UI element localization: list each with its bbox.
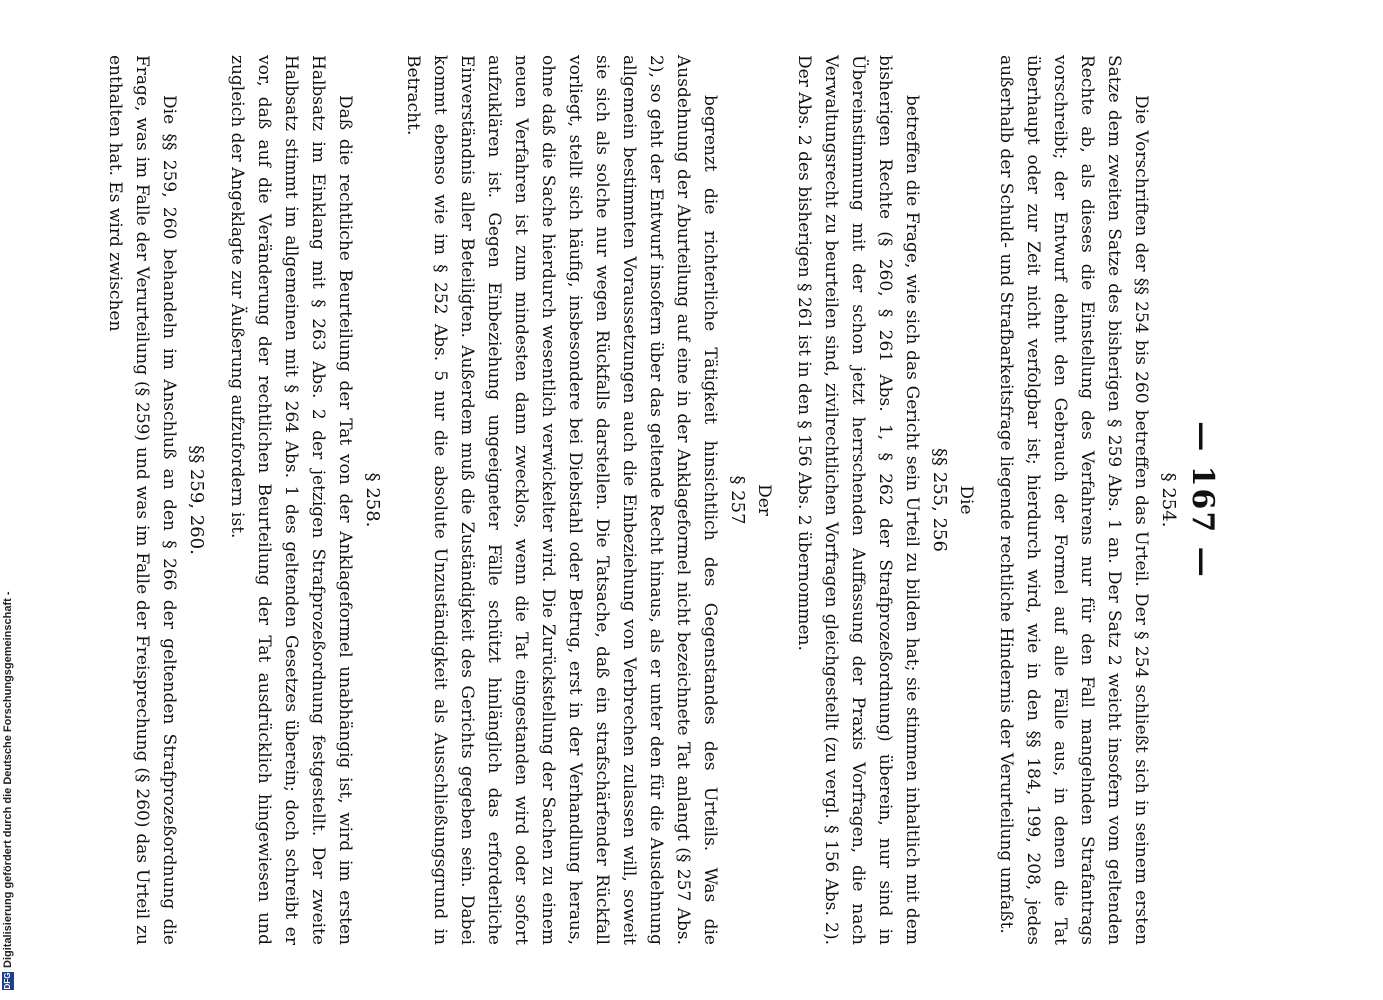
section-heading: § 257 — [727, 475, 748, 525]
dfg-logo: DFG — [3, 972, 12, 990]
section-paragraph: Daß die rechtliche Beurteilung der Tat von der Anklageformel unabhängig ist, wird im ersten Halbsatz im Einklang mit § 263 Abs. 2 der jetzigen Strafprozeßordnung festgestellt. Der zweite Halbsatz stimmt im allgemeinen mit § 264 Abs. 1 des geltenden Gesetzes überein; doch schreibt er vor, daß auf die Veränderung der rechtlichen Beurteilung der Tat ausdrücklich hingewiesen und zugleich der Angeklagte zur Äußerung aufzufordern ist. — [227, 55, 355, 945]
digitization-credit-text: Digitalisierung gefördert durch die Deutsche Forschungsgemeinschaft - — [2, 591, 14, 968]
section-heading: §§ 259, 260. — [186, 445, 207, 555]
section-heading: §§ 255, 256 — [929, 448, 950, 552]
page-content — [100, 0, 1260, 1000]
rotated-document-page — [100, 0, 1260, 1000]
section-paragraph: Die §§ 259, 260 behandeln im Anschluß an den § 266 der geltenden Strafprozeßordnung die Frage, was im Falle der Verurteilung (§ 259) und was im Falle der Freisprechung (§ 260) das Urteil zu enthalten hat. Es wird zwischen — [105, 55, 179, 945]
section-heading: § 258. — [362, 472, 383, 528]
section-259-260 — [101, 55, 207, 945]
section-258 — [223, 55, 383, 945]
section-paragraph: begrenzt die richterliche Tätigkeit hinsichtlich des Gegenstandes des Urteils. Was die Ausdehnung der Aburteilung auf eine in der Anklageformel nicht bezeichnete Tat anlangt (§ 257 Abs. 2), so geht der Entwurf insofern über das geltende Recht hinaus, als er unter den für die Ausdehnung allgemein bestimmten Voraussetzungen auch die Einbeziehung von Verbrechen zulassen will, soweit sie sich als solche nur wegen Rückfalls darstellen. Die Tatsache, daß ein strafschärfender Rückfall vorliegt, stellt sich häufig, insbesondere bei Diebstahl oder Betrug, erst in der Verhandlung heraus, ohne daß die Sache hierdurch wesentlich verwickelter wird. Die Zurückstellung der Sachen zu einem neuen Verfahren ist zum mindesten dann zwecklos, wenn die Tat eingestanden wird oder sofort aufzuklären ist. Gegen Einbeziehung ungeeigneter Fälle schützt hinlänglich das erforderliche Einverständnis aller Beteiligten. Außerdem muß die Zuständigkeit des Gerichts gegeben sein. Dabei kommt ebenso wie im § 252 Abs. 5 nur die absolute Unzuständigkeit als Ausschließungsgrund in Betracht. — [403, 55, 720, 945]
section-paragraph: Die Vorschriften der §§ 254 bis 260 betreffen das Urteil. Der § 254 schließt sich in seinem ersten Satze dem zweiten Satze des bisherigen § 259 Abs. 1 an. Der Satz 2 weicht insofern vom geltenden Rechte ab, als dieses die Einstellung des Verfahrens nur für den Fall mangelnden Strafantrags vorschreibt; der Entwurf dehnt den Gebrauch der Formel auf alle Fälle aus, in denen die Tat überhaupt oder zur Zeit nicht verfolgbar ist; hierdurch wird, wie in den §§ 184, 199, 208, jedes außerhalb der Schuld- und Strafbarkeitsfrage liegende rechtliche Hindernis der Verurteilung umfaßt. — [996, 55, 1151, 945]
section-paragraph: betreffen die Frage, wie sich das Gericht sein Urteil zu bilden hat; sie stimmen inhaltlich mit dem bisherigen Rechte (§ 260, § 261 Abs. 1, § 262 der Strafprozeßordnung) überein, nur sind in Übereinstimmung mit der schon jetzt herrschenden Auffassung der Praxis Vorfragen, die nach Verwaltungsrecht zu beurteilen sind, zivilrechtlichen Vorfragen gleichgestellt (zu vergl. § 156 Abs. 2). Der Abs. 2 des bisherigen § 261 ist in den § 156 Abs. 2 übernommen. — [794, 55, 922, 945]
digitization-credit — [0, 0, 16, 1000]
section-254 — [992, 55, 1179, 945]
section-255-256 — [790, 55, 976, 945]
page-number: — 167 — — [1185, 421, 1220, 579]
section-257 — [399, 55, 774, 945]
section-lead-word: Der — [754, 484, 774, 516]
section-lead-word: Die — [956, 485, 976, 515]
section-heading: § 254. — [1158, 472, 1179, 528]
